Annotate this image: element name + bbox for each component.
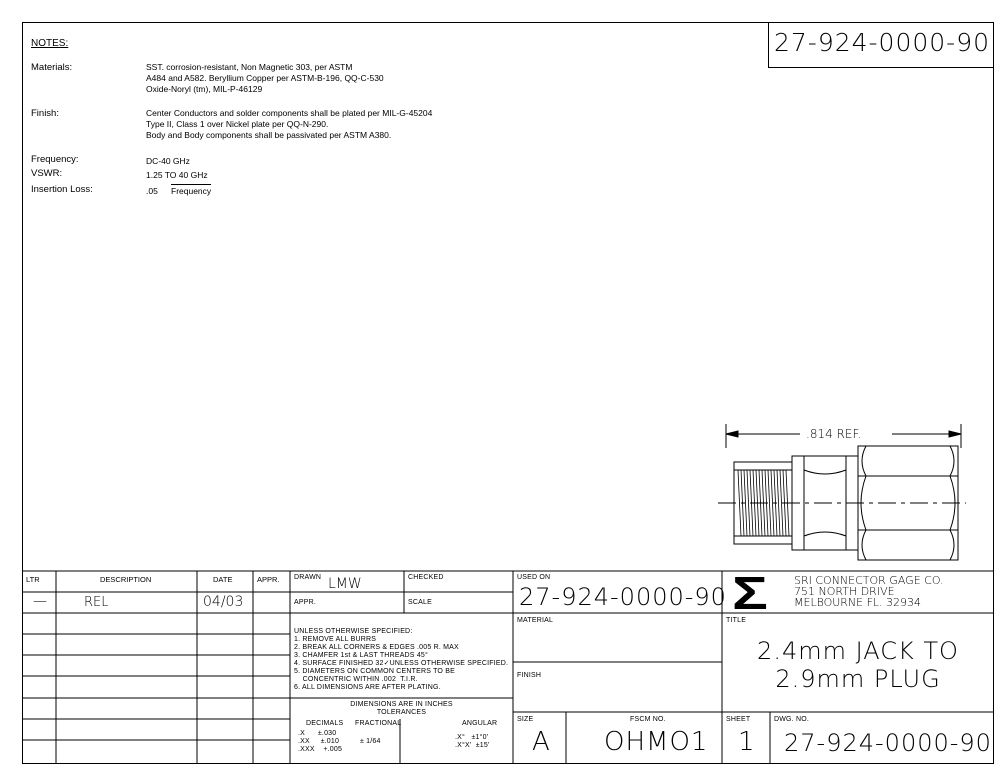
rev-appr-header: APPR. [257,575,280,584]
rev-description-header: DESCRIPTION [100,575,152,584]
rev-row-ltr: — [33,593,47,609]
used-on-value: 27-924-0000-90 [519,583,727,611]
general-note-3: 3. CHAMFER 1st & LAST THREADS 45° [294,652,429,659]
finish-label: Finish: [31,108,59,119]
rev-date-header: DATE [213,575,233,584]
general-note-5: 5. DIAMETERS ON COMMON CENTERS TO BE [294,668,455,675]
fscm-label: FSCM NO. [630,716,666,723]
tolerance-angular-2: .X°X' ±15' [455,742,490,749]
size-label: SIZE [517,716,534,723]
general-note-1: 1. REMOVE ALL BURRS [294,636,377,643]
insertion-loss-prefix: .05 [146,186,158,196]
company-logo-sigma: Σ [732,567,768,619]
fscm-value: OHMO1 [604,727,709,757]
rev-row-description: REL [84,595,109,610]
sheet-label: SHEET [726,716,751,723]
tolerance-angular-1: .X° ±1°0' [455,734,489,741]
dwg-no-value: 27-924-0000-90 [784,729,992,757]
materials-line-1: SST. corrosion-resistant, Non Magnetic 303, per ASTM [146,62,353,72]
tolerance-fractional-value: ± 1/64 [360,738,381,745]
frequency-label: Frequency: [31,154,79,165]
tolerance-fractional-label: FRACTIONAL [355,720,402,727]
sheet-value: 1 [738,727,755,757]
frequency-value: DC-40 GHz [146,156,190,166]
material-label: MATERIAL [517,617,554,624]
tolerance-title-1: DIMENSIONS ARE IN INCHES [350,701,453,708]
insertion-loss-radicand: Frequency [171,186,212,196]
materials-label: Materials: [31,62,73,73]
general-note-7: 6. ALL DIMENSIONS ARE AFTER PLATING. [294,684,441,691]
finish-block-label: FINISH [517,672,542,679]
finish-line-2: Type II, Class 1 over Nickel plate per QQ-N-290. [146,119,329,129]
general-note-4: 4. SURFACE FINISHED 32✓UNLESS OTHERWISE SPECIFIED. [294,660,509,667]
size-value: A [532,727,550,757]
general-note-2: 2. BREAK ALL CORNERS & EDGES .005 R. MAX [294,644,459,651]
checked-label: CHECKED [408,574,444,581]
vswr-value: 1.25 TO 40 GHz [146,170,208,180]
drawn-label: DRAWN [294,574,322,581]
approved-label: APPR. [294,599,317,606]
notes-heading: NOTES: [31,38,69,49]
tolerance-angular-label: ANGULAR [462,720,498,727]
rev-row-date: 04/03 [203,594,244,610]
company-address: 751 NORTH DRIVE [794,585,895,598]
rev-ltr-header: LTR [26,575,40,584]
insertion-loss-label: Insertion Loss: [31,184,93,195]
dwg-no-label: DWG. NO. [774,716,810,723]
finish-line-1: Center Conductors and solder components shall be plated per MIL-G-45204 [146,108,433,118]
vswr-label: VSWR: [31,168,63,179]
title-line-2: 2.9mm PLUG [775,665,941,693]
materials-line-2: A484 and A582. Beryllium Copper per ASTM-B-196, QQ-C-530 [146,73,384,83]
company-name: SRI CONNECTOR GAGE CO. [794,574,944,587]
tolerance-decimal-xxx: .XXX +.005 [298,746,343,753]
title-line-1: 2.4mm JACK TO [757,637,959,665]
tolerance-title-2: TOLERANCES [376,709,427,716]
tolerance-decimal-x: .X ±.030 [298,730,337,737]
scale-label: SCALE [408,599,432,606]
used-on-label: USED ON [517,574,551,581]
title-label: TITLE [726,617,747,624]
tolerance-decimals-label: DECIMALS [306,720,344,727]
tolerance-decimal-xx: .XX ±.010 [298,738,340,745]
drawing-number: 27-924-0000-90 [773,28,991,57]
finish-line-3: Body and Body components shall be passivated per ASTM A380. [146,130,392,140]
general-note-0: UNLESS OTHERWISE SPECIFIED: [294,628,413,635]
materials-line-3: Oxide-Noryl (tm), MIL-P-46129 [146,84,263,94]
company-city: MELBOURNE FL. 32934 [794,596,922,609]
dimension-label: .814 REF. [806,427,862,441]
general-note-6: CONCENTRIC WITHIN .002 T.I.R. [294,676,418,683]
connector-drawing [718,424,966,560]
drawn-value: LMW [328,576,362,592]
